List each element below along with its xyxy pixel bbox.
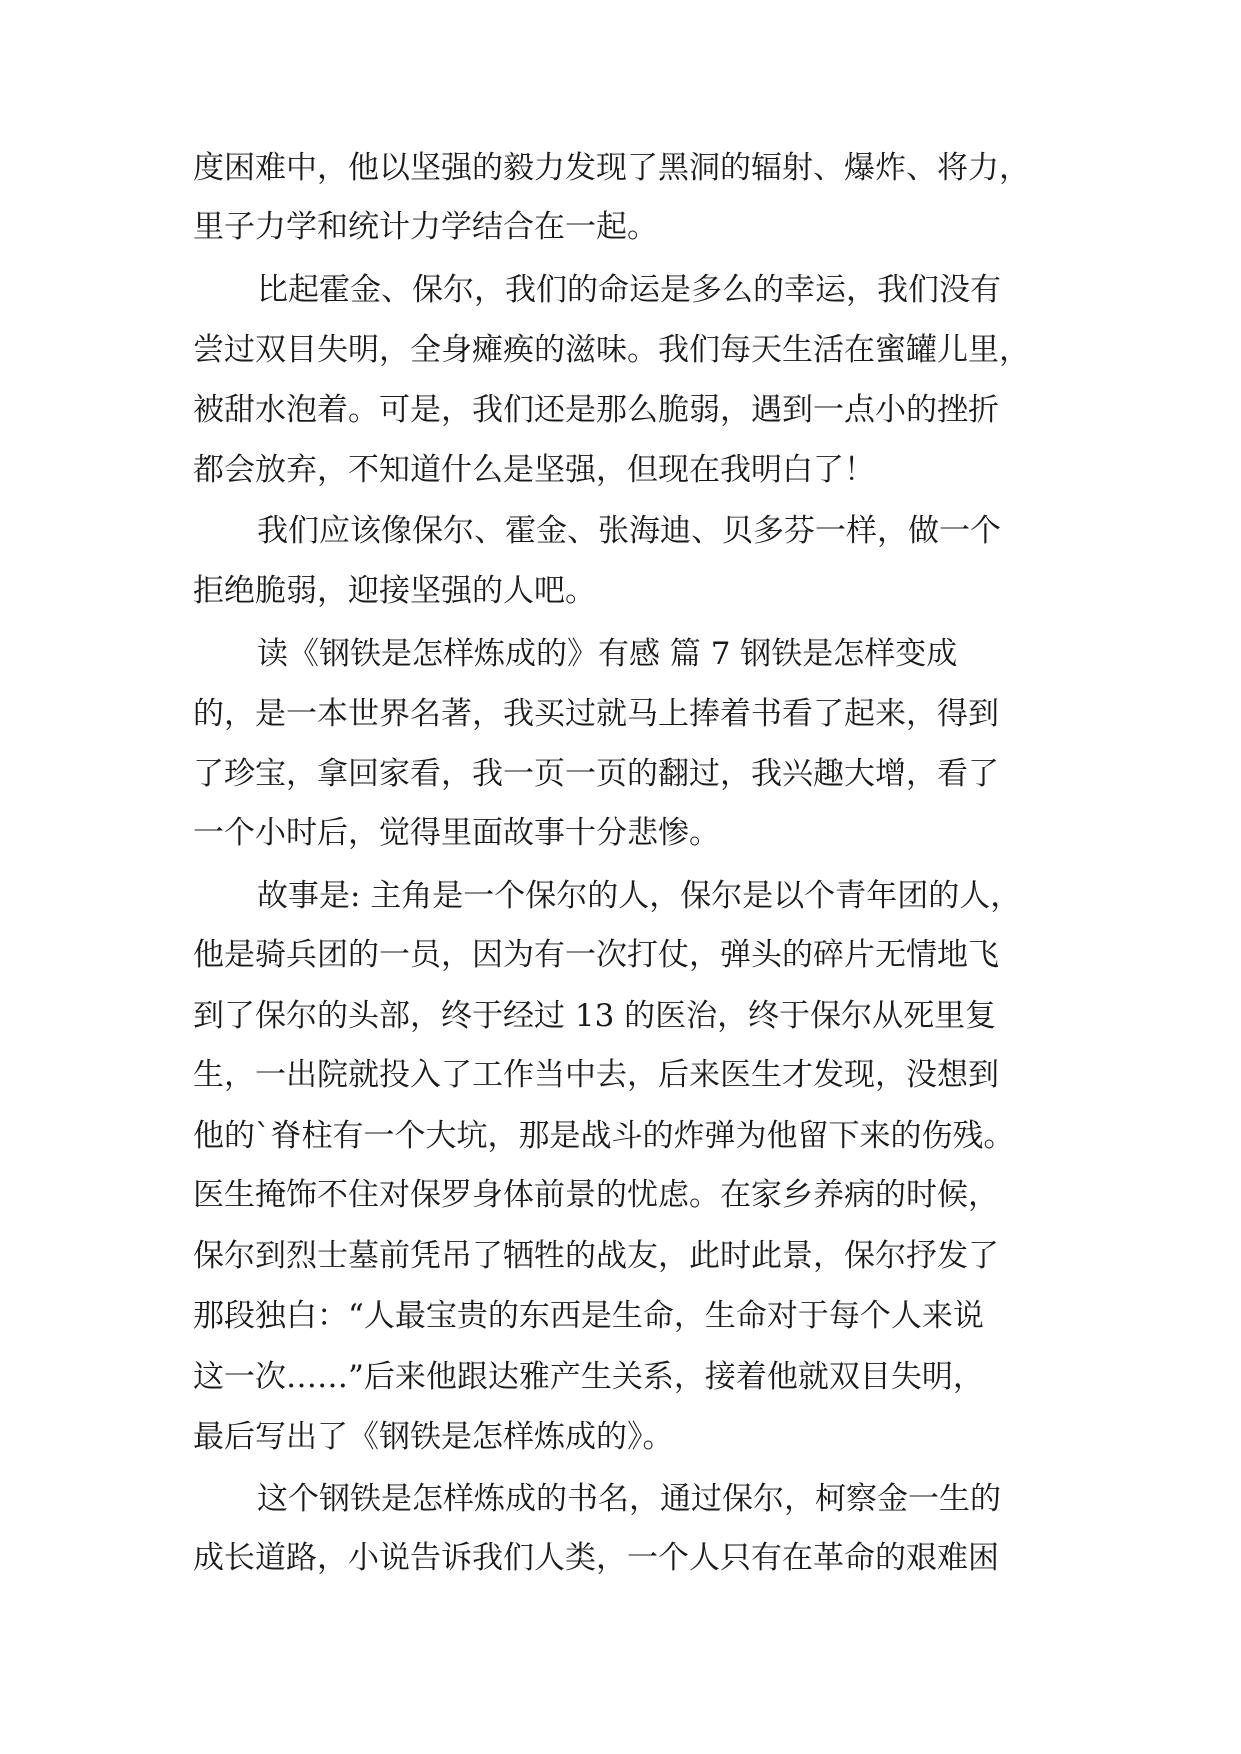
text-line: 到了保尔的头部，终于经过 13 的医治，终于保尔从死里复	[193, 998, 997, 1034]
text-line: 里子力学和统计力学结合在一起。	[193, 209, 658, 245]
text-line: 都会放弃，不知道什么是坚强，但现在我明白了！	[193, 452, 875, 488]
text-line: 他的`脊柱有一个大坑，那是战斗的炸弹为他留下来的伤残。	[193, 1118, 1015, 1154]
text-line: 尝过双目失明，全身瘫痪的滋味。我们每天生活在蜜罐儿里，	[193, 332, 1030, 368]
text-line: 成长道路，小说告诉我们人类，一个人只有在革命的艰难困	[193, 1540, 999, 1576]
paragraph-start-line: 故事是: 主角是一个保尔的人，保尔是以个青年团的人，	[257, 878, 1022, 914]
text-line: 那段独白：“人最宝贵的东西是生命，生命对于每个人来说	[193, 1298, 984, 1334]
paragraph-start-line: 这个钢铁是怎样炼成的书名，通过保尔，柯察金一生的	[257, 1481, 1001, 1517]
text-line: 被甜水泡着。可是，我们还是那么脆弱，遇到一点小的挫折	[193, 392, 999, 428]
text-line: 他是骑兵团的一员，因为有一次打仗，弹头的碎片无情地飞	[193, 937, 999, 973]
text-line: 了珍宝，拿回家看，我一页一页的翻过，我兴趣大增，看了	[193, 756, 999, 792]
text-line: 的，是一本世界名著，我买过就马上捧着书看了起来，得到	[193, 696, 999, 732]
text-line: 最后写出了《钢铁是怎样炼成的》。	[193, 1419, 674, 1455]
text-line: 生，一出院就投入了工作当中去，后来医生才发现，没想到	[193, 1057, 999, 1093]
text-line: 拒绝脆弱，迎接坚强的人吧。	[193, 573, 596, 609]
text-line: 这一次……”后来他跟达雅产生关系，接着他就双目失明，	[193, 1359, 984, 1395]
paragraph-start-line: 我们应该像保尔、霍金、张海迪、贝多芬一样，做一个	[257, 513, 1001, 549]
section-heading-line: 读《钢铁是怎样炼成的》有感 篇 7 钢铁是怎样变成	[257, 636, 958, 672]
text-line: 医生掩饰不住对保罗身体前景的忧虑。在家乡养病的时候，	[193, 1177, 999, 1213]
text-line: 度困难中，他以坚强的毅力发现了黑洞的辐射、爆炸、将力，	[193, 150, 1030, 186]
text-line: 一个小时后，觉得里面故事十分悲惨。	[193, 815, 720, 851]
text-line: 保尔到烈士墓前凭吊了牺牲的战友，此时此景，保尔抒发了	[193, 1238, 999, 1274]
paragraph-start-line: 比起霍金、保尔，我们的命运是多么的幸运，我们没有	[257, 272, 1001, 308]
